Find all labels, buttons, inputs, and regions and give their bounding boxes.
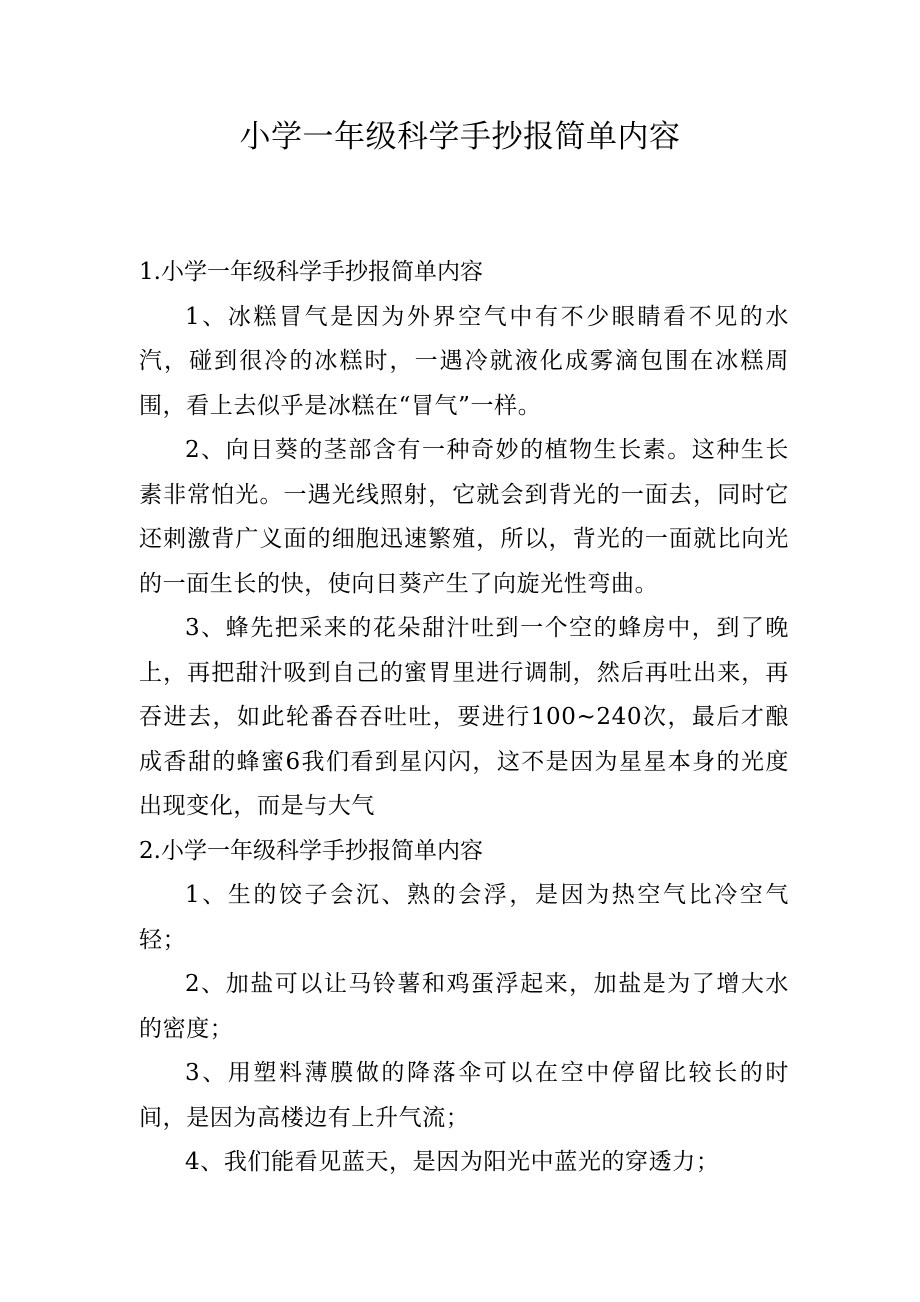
paragraph: 4、我们能看见蓝天，是因为阳光中蓝光的穿透力； xyxy=(185,1149,720,1175)
paragraph: 1、冰糕冒气是因为外界空气中有不少眼睛看不见的水汽，碰到很冷的冰糕时，一遇冷就液化成雾滴包围在冰糕周围，看上去似乎是冰糕在“冒气”一样。 xyxy=(139,303,789,419)
section-heading: 2.小学一年级科学手抄报简单内容 xyxy=(139,837,483,864)
section-2 xyxy=(139,829,789,1185)
paragraph: 2、加盐可以让马铃薯和鸡蛋浮起来，加盐是为了增大水的密度； xyxy=(139,971,789,1042)
document-body xyxy=(139,250,789,1185)
document-title: 小学一年级科学手抄报简单内容 xyxy=(239,119,681,155)
paragraph: 3、蜂先把采来的花朵甜汁吐到一个空的蜂房中，到了晚上，再把甜汁吸到自己的蜜胃里进行调制，然后再吐出来，再吞进去，如此轮番吞吞吐吐，要进行100~240次，最后才酿成香甜的蜂蜜6我们看到星闪闪，这不是因为星星本身的光度出现变化，而是与大气 xyxy=(139,615,789,819)
paragraph: 3、用塑料薄膜做的降落伞可以在空中停留比较长的时间，是因为高楼边有上升气流； xyxy=(139,1060,789,1131)
paragraph: 2、向日葵的茎部含有一种奇妙的植物生长素。这种生长素非常怕光。一遇光线照射，它就会到背光的一面去，同时它还刺激背广义面的细胞迅速繁殖，所以，背光的一面就比向光的一面生长的快，使向日葵产生了向旋光性弯曲。 xyxy=(139,437,789,597)
paragraph: 1、生的饺子会沉、熟的会浮，是因为热空气比冷空气轻； xyxy=(139,882,789,953)
section-heading: 1.小学一年级科学手抄报简单内容 xyxy=(139,259,483,285)
section-1 xyxy=(139,250,789,829)
